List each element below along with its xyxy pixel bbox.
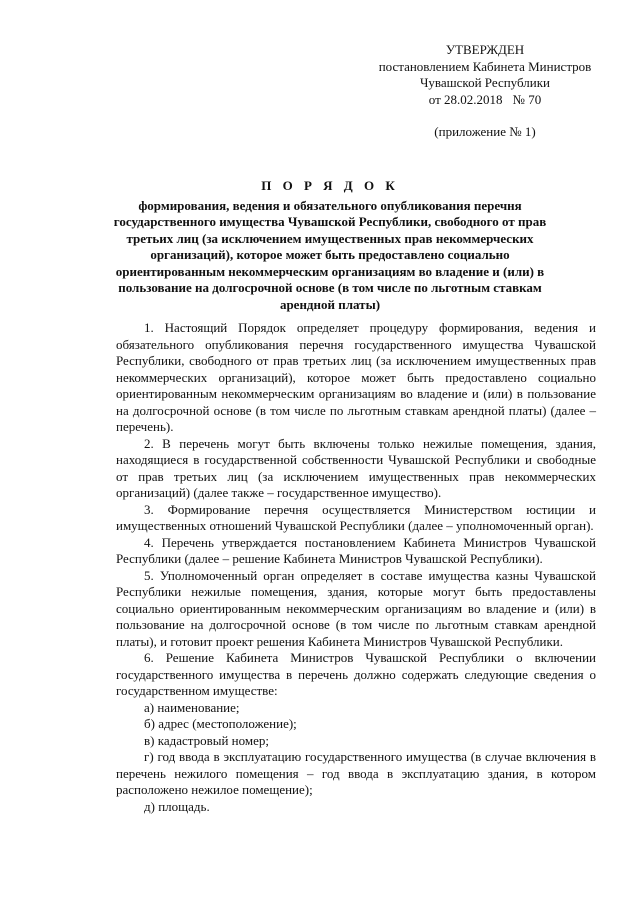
approval-heading: УТВЕРЖДЕН	[445, 42, 525, 57]
appendix-note: (приложение № 1)	[434, 124, 536, 139]
approval-block	[360, 42, 610, 141]
title-subtitle: формирования, ведения и обязательного опубликования перечня государственного имущества Чувашской Республики, свободного от прав третьих лиц (за исключением имущественных прав некоммерческих организаций), которое может быть предоставлено социально ориентированным некоммерческим организациям во владение и (или) в пользование на долгосрочной основе (в том числе по льготным ставкам арендной платы)	[113, 197, 547, 312]
title-main: П О Р Я Д О К	[261, 178, 399, 193]
paragraph-5: 5. Уполномоченный орган определяет в составе имущества казны Чувашской Республики нежилые помещения, здания, которые могут быть предоставлены социально ориентированным некоммерческим организациям во владение и (или) в пользование на долгосрочной основе (в том числе по льготным ставкам арендной платы), и готовит проект решения Кабинета Министров Чувашской Республики.	[116, 567, 596, 649]
list-item-c: в) кадастровый номер;	[144, 732, 269, 748]
approval-line-1: постановлением Кабинета Министров	[378, 58, 592, 74]
approval-date: от 28.02.2018	[428, 91, 503, 107]
document-title	[100, 178, 560, 313]
list-item-a: а) наименование;	[144, 699, 240, 715]
paragraph-1: 1. Настоящий Порядок определяет процедуру формирования, ведения и обязательного опубликования перечня государственного имущества Чувашской Республики, свободного от прав третьих лиц (за исключением имущественных прав некоммерческих организаций), которое может быть предоставлено социально ориентированным некоммерческим организациям во владение и (или) в пользование на долгосрочной основе (в том числе по льготным ставкам арендной платы) (далее – перечень).	[116, 320, 596, 434]
paragraph-2: 2. В перечень могут быть включены только нежилые помещения, здания, находящиеся в государственной собственности Чувашской Республики и свободные от прав третьих лиц (за исключением имущественных прав некоммерческих организаций) (далее также – государственное имущество).	[116, 435, 596, 500]
list-item-e: д) площадь.	[144, 798, 210, 814]
list-item-d: г) год ввода в эксплуатацию государственного имущества (в случае включения в перечень нежилого помещения – год ввода в эксплуатацию здания, в котором расположено нежилое помещение);	[116, 749, 596, 797]
list-item-b: б) адрес (местоположение);	[144, 716, 297, 731]
approval-number: № 70	[512, 91, 542, 107]
document-body	[116, 320, 596, 815]
approval-line-2: Чувашской Республики	[419, 75, 551, 90]
paragraph-3: 3. Формирование перечня осуществляется Министерством юстиции и имущественных отношений Чувашской Республики (далее – уполномоченный орган).	[116, 501, 596, 533]
paragraph-6: 6. Решение Кабинета Министров Чувашской Республики о включении государственного имущества в перечень должно содержать следующие сведения о государственном имуществе:	[116, 650, 596, 698]
paragraph-4: 4. Перечень утверждается постановлением Кабинета Министров Чувашской Республики (далее – решение Кабинета Министров Чувашской Республики).	[116, 534, 596, 566]
approval-date-line	[360, 92, 610, 109]
